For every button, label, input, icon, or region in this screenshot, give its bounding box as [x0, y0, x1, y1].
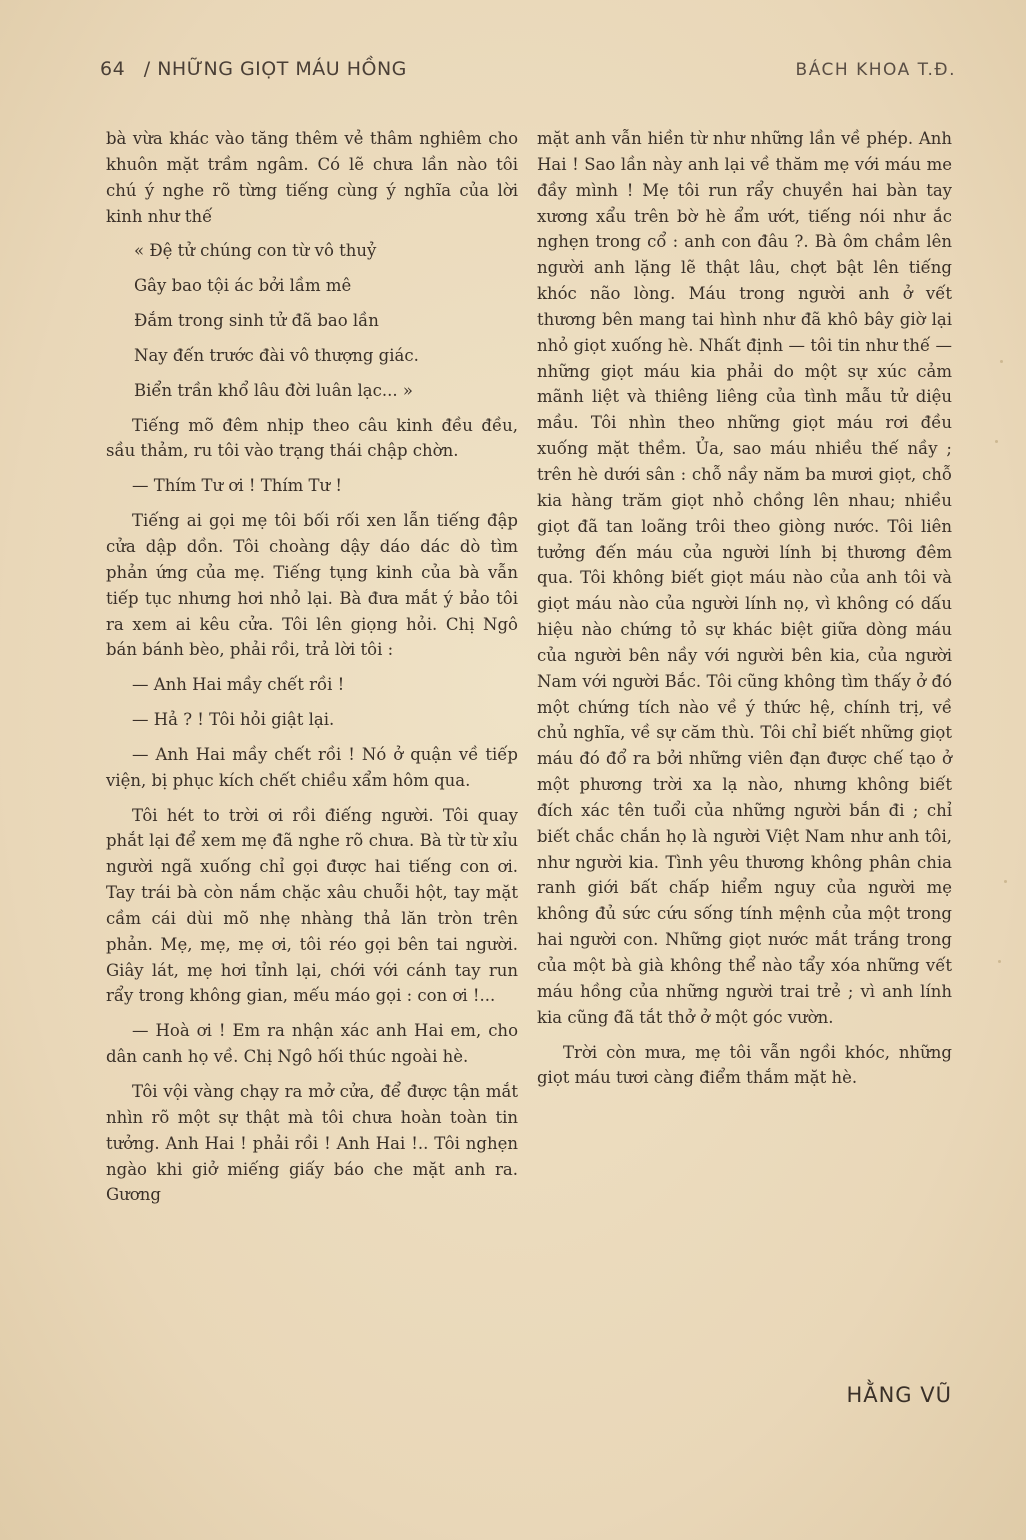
verse-line: Biển trần khổ lâu đời luân lạc... » — [134, 380, 413, 400]
paper-speck — [1004, 880, 1007, 883]
dialogue-line: — Anh Hai mầy chết rồi ! — [132, 675, 345, 695]
magazine-name: BÁCH KHOA T.Đ. — [795, 60, 956, 80]
verse-line: « Đệ tử chúng con từ vô thuỷ — [134, 241, 377, 261]
paragraph: mặt anh vẫn hiền từ như những lần về phép. Anh Hai ! Sao lần này anh lại về thăm mẹ với máu me đầy mình ! Mẹ tôi run rẩy chuyền hai bàn tay xương xẩu trên bờ hè ẩm ướt, tiếng nói như ắc nghẹn trong cổ : anh con đâu ?. Bà ôm chầm lên người anh lặng lẽ thật lâu, chợt bật lên tiếng khóc não lòng. Máu trong người anh ở vết thương bên mang tai hình như đã khô bây giờ lại nhỏ giọt xuống hè. Nhất định — tôi tin như thế — những giọt máu kia phải do một sự xúc cảm mãnh liệt và thiêng liêng của tình mẫu tử diệu mầu. Tôi nhìn theo những giọt máu rơi đều xuống mặt thềm. Ủa, sao máu nhiều thế nầy ; trên hè dưới sân : chỗ nầy năm ba mươi giọt, chỗ kia hàng trăm giọt nhỏ chồng lên nhau; nhiều giọt đã tan loãng trôi theo giòng nước. Tôi liên tưởng đến máu của người lính bị thương đêm qua. Tôi không biết giọt máu nào của anh tôi và giọt máu nào của người lính nọ, vì không có dấu hiệu nào chứng tỏ sự khác biệt giữa dòng máu của người bên nầy với người bên kia, của người Nam với người Bắc. Tôi cũng không tìm thấy ở đó một chứng tích nào về ý thức hệ, chính trị, về chủ nghĩa, về sự căm thù. Tôi chỉ biết những giọt máu đó đổ ra bởi những viên đạn được chế tạo ở một phương trời xa lạ nào, nhưng không biết đích xác tên tuổi của những người bắn đi ; chỉ biết chắc chắn họ là người Việt Nam như anh tôi, như người kia. Tình yêu thương không phân chia ranh giới bất chấp hiểm nguy của người mẹ không đủ sức cứu sống tính mệnh của một trong hai người con. Những giọt nước mắt trắng trong của một bà già không thể nào tẩy xóa những vết máu hồng của những người trai trẻ ; vì anh lính kia cũng đã tắt thở ở một góc vườn. — [537, 129, 952, 1027]
paragraph: Tiếng ai gọi mẹ tôi bối rối xen lẫn tiếng đập cửa dập dồn. Tôi choàng dậy dáo dác dò tìm phản ứng của mẹ. Tiếng tụng kinh của bà vẫn tiếp tục nhưng hơi nhỏ lại. Bà đưa mắt ý bảo tôi ra xem ai kêu cửa. Tôi lên giọng hỏi. Chị Ngô bán bánh bèo, phải rồi, trả lời tôi : — [106, 511, 518, 660]
paragraph: Tôi hét to trời ơi rồi điếng người. Tôi quay phắt lại để xem mẹ đã nghe rõ chưa. Bà từ từ xỉu người ngã xuống chỉ gọi được hai tiếng con ơi. Tay trái bà còn nắm chặc xâu chuỗi hột, tay mặt cầm cái dùi mõ nhẹ nhàng thả lăn tròn trên phản. Mẹ, mẹ, mẹ ơi, tôi réo gọi bên tai người. Giây lát, mẹ hơi tỉnh lại, chới với cánh tay run rẩy trong không gian, mếu máo gọi : con ơi !... — [106, 805, 518, 1006]
header-separator: / — [143, 58, 151, 80]
right-column — [537, 126, 952, 1091]
verse-line: Đắm trong sinh tử đã bao lần — [134, 311, 379, 331]
paragraph: Tiếng mõ đêm nhịp theo câu kinh đều đều, sầu thảm, ru tôi vào trạng thái chập chờn. — [106, 415, 518, 461]
paragraph: bà vừa khác vào tăng thêm vẻ thâm nghiêm cho khuôn mặt trầm ngâm. Có lẽ chưa lần nào tôi chú ý nghe rõ từng tiếng cùng ý nghĩa của lời kinh như thế — [106, 129, 518, 226]
article-title: NHỮNG GIỌT MÁU HỒNG — [157, 58, 407, 80]
paper-speck — [1000, 360, 1003, 363]
paragraph: Trời còn mưa, mẹ tôi vẫn ngồi khóc, những giọt máu tươi càng điểm thắm mặt hè. — [537, 1042, 952, 1088]
verse-line: Nay đến trước đài vô thượng giác. — [134, 345, 419, 365]
page-number: 64 — [100, 58, 126, 80]
page-header — [100, 58, 407, 80]
paper-speck — [998, 960, 1001, 963]
paper-speck — [995, 440, 998, 443]
paragraph: Tôi vội vàng chạy ra mở cửa, để được tận mắt nhìn rõ một sự thật mà tôi chưa hoàn toàn tin tưởng. Anh Hai ! phải rồi ! Anh Hai !.. Tôi nghẹn ngào khi giở miếng giấy báo che mặt anh ra. Gương — [106, 1082, 518, 1205]
dialogue-line: — Anh Hai mầy chết rồi ! Nó ở quận về tiếp viện, bị phục kích chết chiều xẩm hôm qua. — [106, 744, 518, 790]
dialogue-line: — Thím Tư ơi ! Thím Tư ! — [132, 476, 343, 496]
dialogue-line: — Hoà ơi ! Em ra nhận xác anh Hai em, cho dân canh họ về. Chị Ngô hối thúc ngoài hè. — [106, 1021, 518, 1067]
left-column — [106, 126, 518, 1208]
author-signature: HẰNG VŨ — [846, 1383, 952, 1407]
verse-line: Gây bao tội ác bởi lầm mê — [134, 276, 352, 296]
dialogue-line: — Hả ? ! Tôi hỏi giật lại. — [132, 710, 335, 730]
